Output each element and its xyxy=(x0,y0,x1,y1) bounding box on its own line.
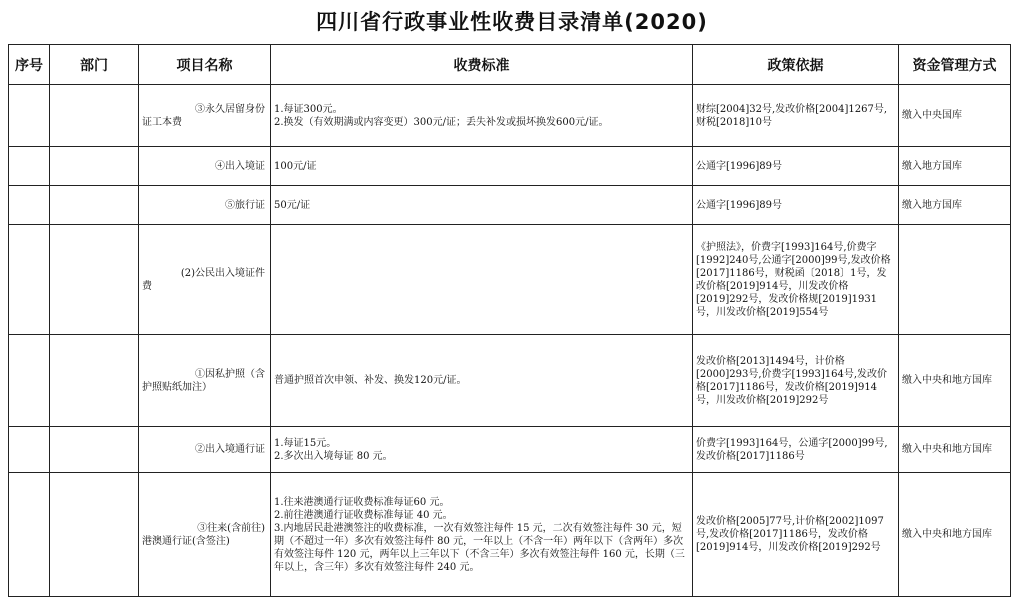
table-row xyxy=(9,225,1011,335)
item-name-line1: ⑤旅行证 xyxy=(225,199,265,211)
table-row xyxy=(9,473,1011,597)
item-name-cell xyxy=(139,225,271,335)
dept-cell xyxy=(50,186,139,225)
seq-cell xyxy=(9,427,50,473)
fund-management-cell: 缴入地方国库 xyxy=(899,147,1011,186)
table-row xyxy=(9,427,1011,473)
header-department: 部门 xyxy=(50,45,139,85)
table-row xyxy=(9,186,1011,225)
fee-standard-cell: 50元/证 xyxy=(271,186,693,225)
fund-management-cell xyxy=(899,225,1011,335)
table-row xyxy=(9,85,1011,147)
table-row xyxy=(9,147,1011,186)
header-row xyxy=(9,45,1011,85)
fee-standard-cell xyxy=(271,225,693,335)
fee-standard-cell: 1.每证300元。 2.换发（有效期满或内容变更）300元/证；丢失补发或损坏换发600元/证。 xyxy=(271,85,693,147)
dept-cell xyxy=(50,225,139,335)
item-name-line2: 证工本费 xyxy=(142,116,182,128)
item-name-line2: 费 xyxy=(142,280,152,292)
header-item-name: 项目名称 xyxy=(139,45,271,85)
fund-management-cell: 缴入中央和地方国库 xyxy=(899,335,1011,427)
policy-cell: 发改价格[2013]1494号，计价格[2000]293号,价费字[1993]164号,发改价格[2017]1186号，发改价格[2019]914号，川发改价格[2019]292号 xyxy=(693,335,899,427)
fee-standard-cell: 普通护照首次申领、补发、换发120元/证。 xyxy=(271,335,693,427)
fund-management-cell: 缴入中央国库 xyxy=(899,85,1011,147)
seq-cell xyxy=(9,473,50,597)
header-fee-standard: 收费标准 xyxy=(271,45,693,85)
seq-cell xyxy=(9,186,50,225)
seq-cell xyxy=(9,147,50,186)
fee-standard-cell: 1.往来港澳通行证收费标准每证60 元。 2.前往港澳通行证收费标准每证 40 元。 3.内地居民赴港澳签注的收费标准，一次有效签注每件 15 元，二次有效签注每件 30 元，短期（不超过一年）多次有效签注每件 80 元，一年以上（不含一年）两年以下（含两年）多次有效签注每件 120 元，两年以上三年以下（不含三年）多次有效签注每件 160 元，长期（三年以上，含三年）多次有效签注每件 240 元。 xyxy=(271,473,693,597)
fee-standard-cell: 1.每证15元。 2.多次出入境每证 80 元。 xyxy=(271,427,693,473)
policy-cell: 《护照法》，价费字[1993]164号,价费字[1992]240号,公通字[2000]99号,发改价格[2017]1186号，财税函〔2018〕1号，发改价格[2019]914号，川发改价格[2019]292号，发改价格规[2019]1931号，川发改价格[2019]554号 xyxy=(693,225,899,335)
item-name-line1: ②出入境通行证 xyxy=(195,444,265,455)
item-name-line1: ③永久居留身份 xyxy=(195,103,265,115)
dept-cell xyxy=(50,335,139,427)
page-title: 四川省行政事业性收费目录清单(2020) xyxy=(316,10,708,34)
header-fund-management: 资金管理方式 xyxy=(899,45,1011,85)
item-name-cell xyxy=(139,427,271,473)
item-name-line2: 港澳通行证(含签注) xyxy=(142,535,230,547)
seq-cell xyxy=(9,225,50,335)
item-name-cell xyxy=(139,147,271,186)
item-name-line1: ③往来(含前往) xyxy=(197,522,265,534)
fee-table xyxy=(8,44,1011,597)
dept-cell xyxy=(50,473,139,597)
item-name-cell xyxy=(139,335,271,427)
seq-cell xyxy=(9,335,50,427)
fund-management-cell: 缴入中央和地方国库 xyxy=(899,427,1011,473)
item-name-line1: ①因私护照（含 xyxy=(195,368,265,380)
item-name-line1: ④出入境证 xyxy=(215,160,265,172)
policy-cell: 公通字[1996]89号 xyxy=(693,147,899,186)
fee-standard-cell: 100元/证 xyxy=(271,147,693,186)
item-name-cell xyxy=(139,473,271,597)
dept-cell xyxy=(50,85,139,147)
header-policy-basis: 政策依据 xyxy=(693,45,899,85)
item-name-line2: 护照贴纸加注） xyxy=(142,381,212,393)
fund-management-cell: 缴入地方国库 xyxy=(899,186,1011,225)
dept-cell xyxy=(50,147,139,186)
item-name-line1: (2)公民出入境证件 xyxy=(180,267,265,279)
seq-cell xyxy=(9,85,50,147)
policy-cell: 公通字[1996]89号 xyxy=(693,186,899,225)
item-name-cell xyxy=(139,186,271,225)
policy-cell: 财综[2004]32号,发改价格[2004]1267号,财税[2018]10号 xyxy=(693,85,899,147)
table-row xyxy=(9,335,1011,427)
item-name-cell xyxy=(139,85,271,147)
dept-cell xyxy=(50,427,139,473)
header-seq: 序号 xyxy=(9,45,50,85)
fund-management-cell: 缴入中央和地方国库 xyxy=(899,473,1011,597)
policy-cell: 价费字[1993]164号，公通字[2000]99号,发改价格[2017]1186号 xyxy=(693,427,899,473)
policy-cell: 发改价格[2005]77号,计价格[2002]1097号,发改价格[2017]1186号，发改价格[2019]914号，川发改价格[2019]292号 xyxy=(693,473,899,597)
